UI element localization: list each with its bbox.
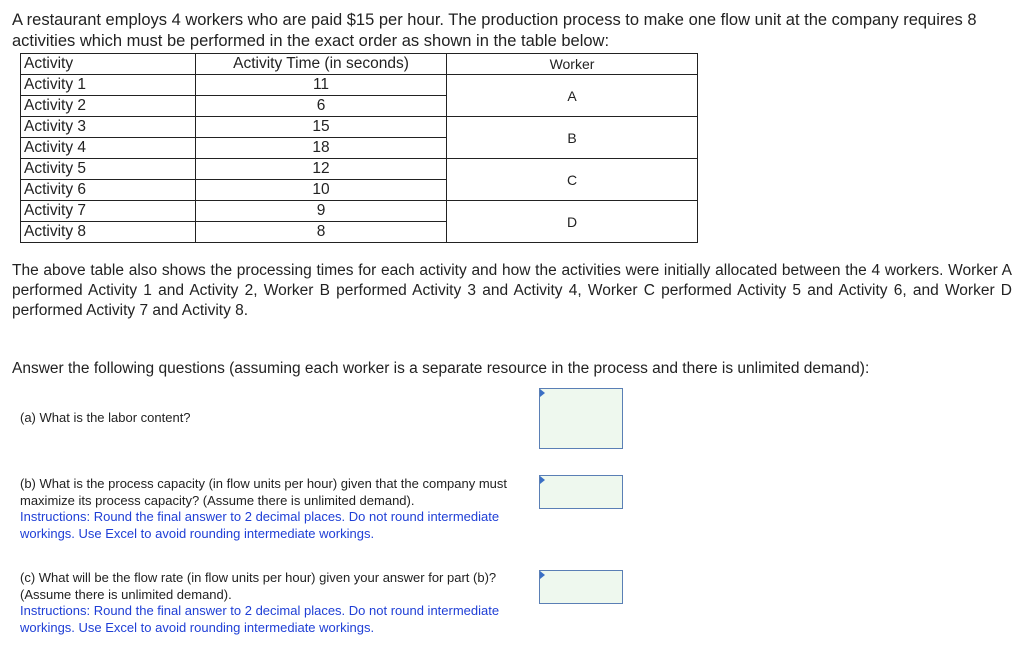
- activity-cell: Activity 8: [21, 222, 196, 243]
- flag-icon: [540, 476, 545, 484]
- worker-cell: A: [447, 75, 698, 117]
- flag-icon: [540, 571, 545, 579]
- table-row: [21, 159, 698, 180]
- question-a-text: (a) What is the labor content?: [20, 410, 191, 425]
- time-cell: 11: [196, 75, 447, 96]
- answer-a-box[interactable]: [539, 388, 623, 449]
- question-b: [20, 476, 530, 542]
- table-row: [21, 201, 698, 222]
- table-header-row: [21, 54, 698, 75]
- time-cell: 6: [196, 96, 447, 117]
- question-a: [20, 410, 530, 427]
- time-cell: 9: [196, 201, 447, 222]
- flag-icon: [540, 389, 545, 397]
- worker-cell: C: [447, 159, 698, 201]
- answer-c-input[interactable]: [540, 571, 622, 603]
- question-b-instructions: Instructions: Round the final answer to 2 decimal places. Do not round intermediate workings. Use Excel to avoid rounding intermediate workings.: [20, 509, 500, 541]
- answer-b-input[interactable]: [540, 476, 622, 508]
- table-row: [21, 75, 698, 96]
- answer-prompt: Answer the following questions (assuming each worker is a separate resource in the process and there is unlimited demand):: [12, 360, 870, 377]
- activity-cell: Activity 6: [21, 180, 196, 201]
- activity-cell: Activity 2: [21, 96, 196, 117]
- worker-cell: B: [447, 117, 698, 159]
- activity-cell: Activity 7: [21, 201, 196, 222]
- activity-cell: Activity 4: [21, 138, 196, 159]
- time-cell: 18: [196, 138, 447, 159]
- answer-c-box[interactable]: [539, 570, 623, 604]
- time-cell: 15: [196, 117, 447, 138]
- activity-table: [20, 53, 698, 243]
- time-cell: 10: [196, 180, 447, 201]
- table-row: [21, 117, 698, 138]
- time-cell: 8: [196, 222, 447, 243]
- activity-cell: Activity 1: [21, 75, 196, 96]
- activity-cell: Activity 3: [21, 117, 196, 138]
- header-worker: Worker: [447, 54, 698, 75]
- activity-cell: Activity 5: [21, 159, 196, 180]
- question-c: [20, 570, 530, 636]
- allocation-paragraph: The above table also shows the processing times for each activity and how the activities were initially allocated between the 4 workers. Worker A performed Activity 1 and Activity 2, Worker B performed Activity 3 and Activity 4, Worker C performed Activity 5 and Activity 6, and Worker D performed Activity 7 and Activity 8.: [12, 262, 1012, 319]
- header-activity: Activity: [21, 54, 196, 75]
- header-activity-time: Activity Time (in seconds): [196, 54, 447, 75]
- answer-a-input[interactable]: [540, 389, 622, 448]
- question-c-text: (c) What will be the flow rate (in flow units per hour) given your answer for part (b)? (Assume there is unlimited demand).: [20, 570, 497, 602]
- question-b-text: (b) What is the process capacity (in flow units per hour) given that the company must maximize its process capacity? (Assume there is unlimited demand).: [20, 476, 507, 508]
- answer-b-box[interactable]: [539, 475, 623, 509]
- worker-cell: D: [447, 201, 698, 243]
- question-c-instructions: Instructions: Round the final answer to 2 decimal places. Do not round intermediate workings. Use Excel to avoid rounding intermediate workings.: [20, 603, 500, 635]
- problem-intro: A restaurant employs 4 workers who are paid $15 per hour. The production process to make one flow unit at the company requires 8 activities which must be performed in the exact order as shown in the table below:: [12, 11, 977, 50]
- time-cell: 12: [196, 159, 447, 180]
